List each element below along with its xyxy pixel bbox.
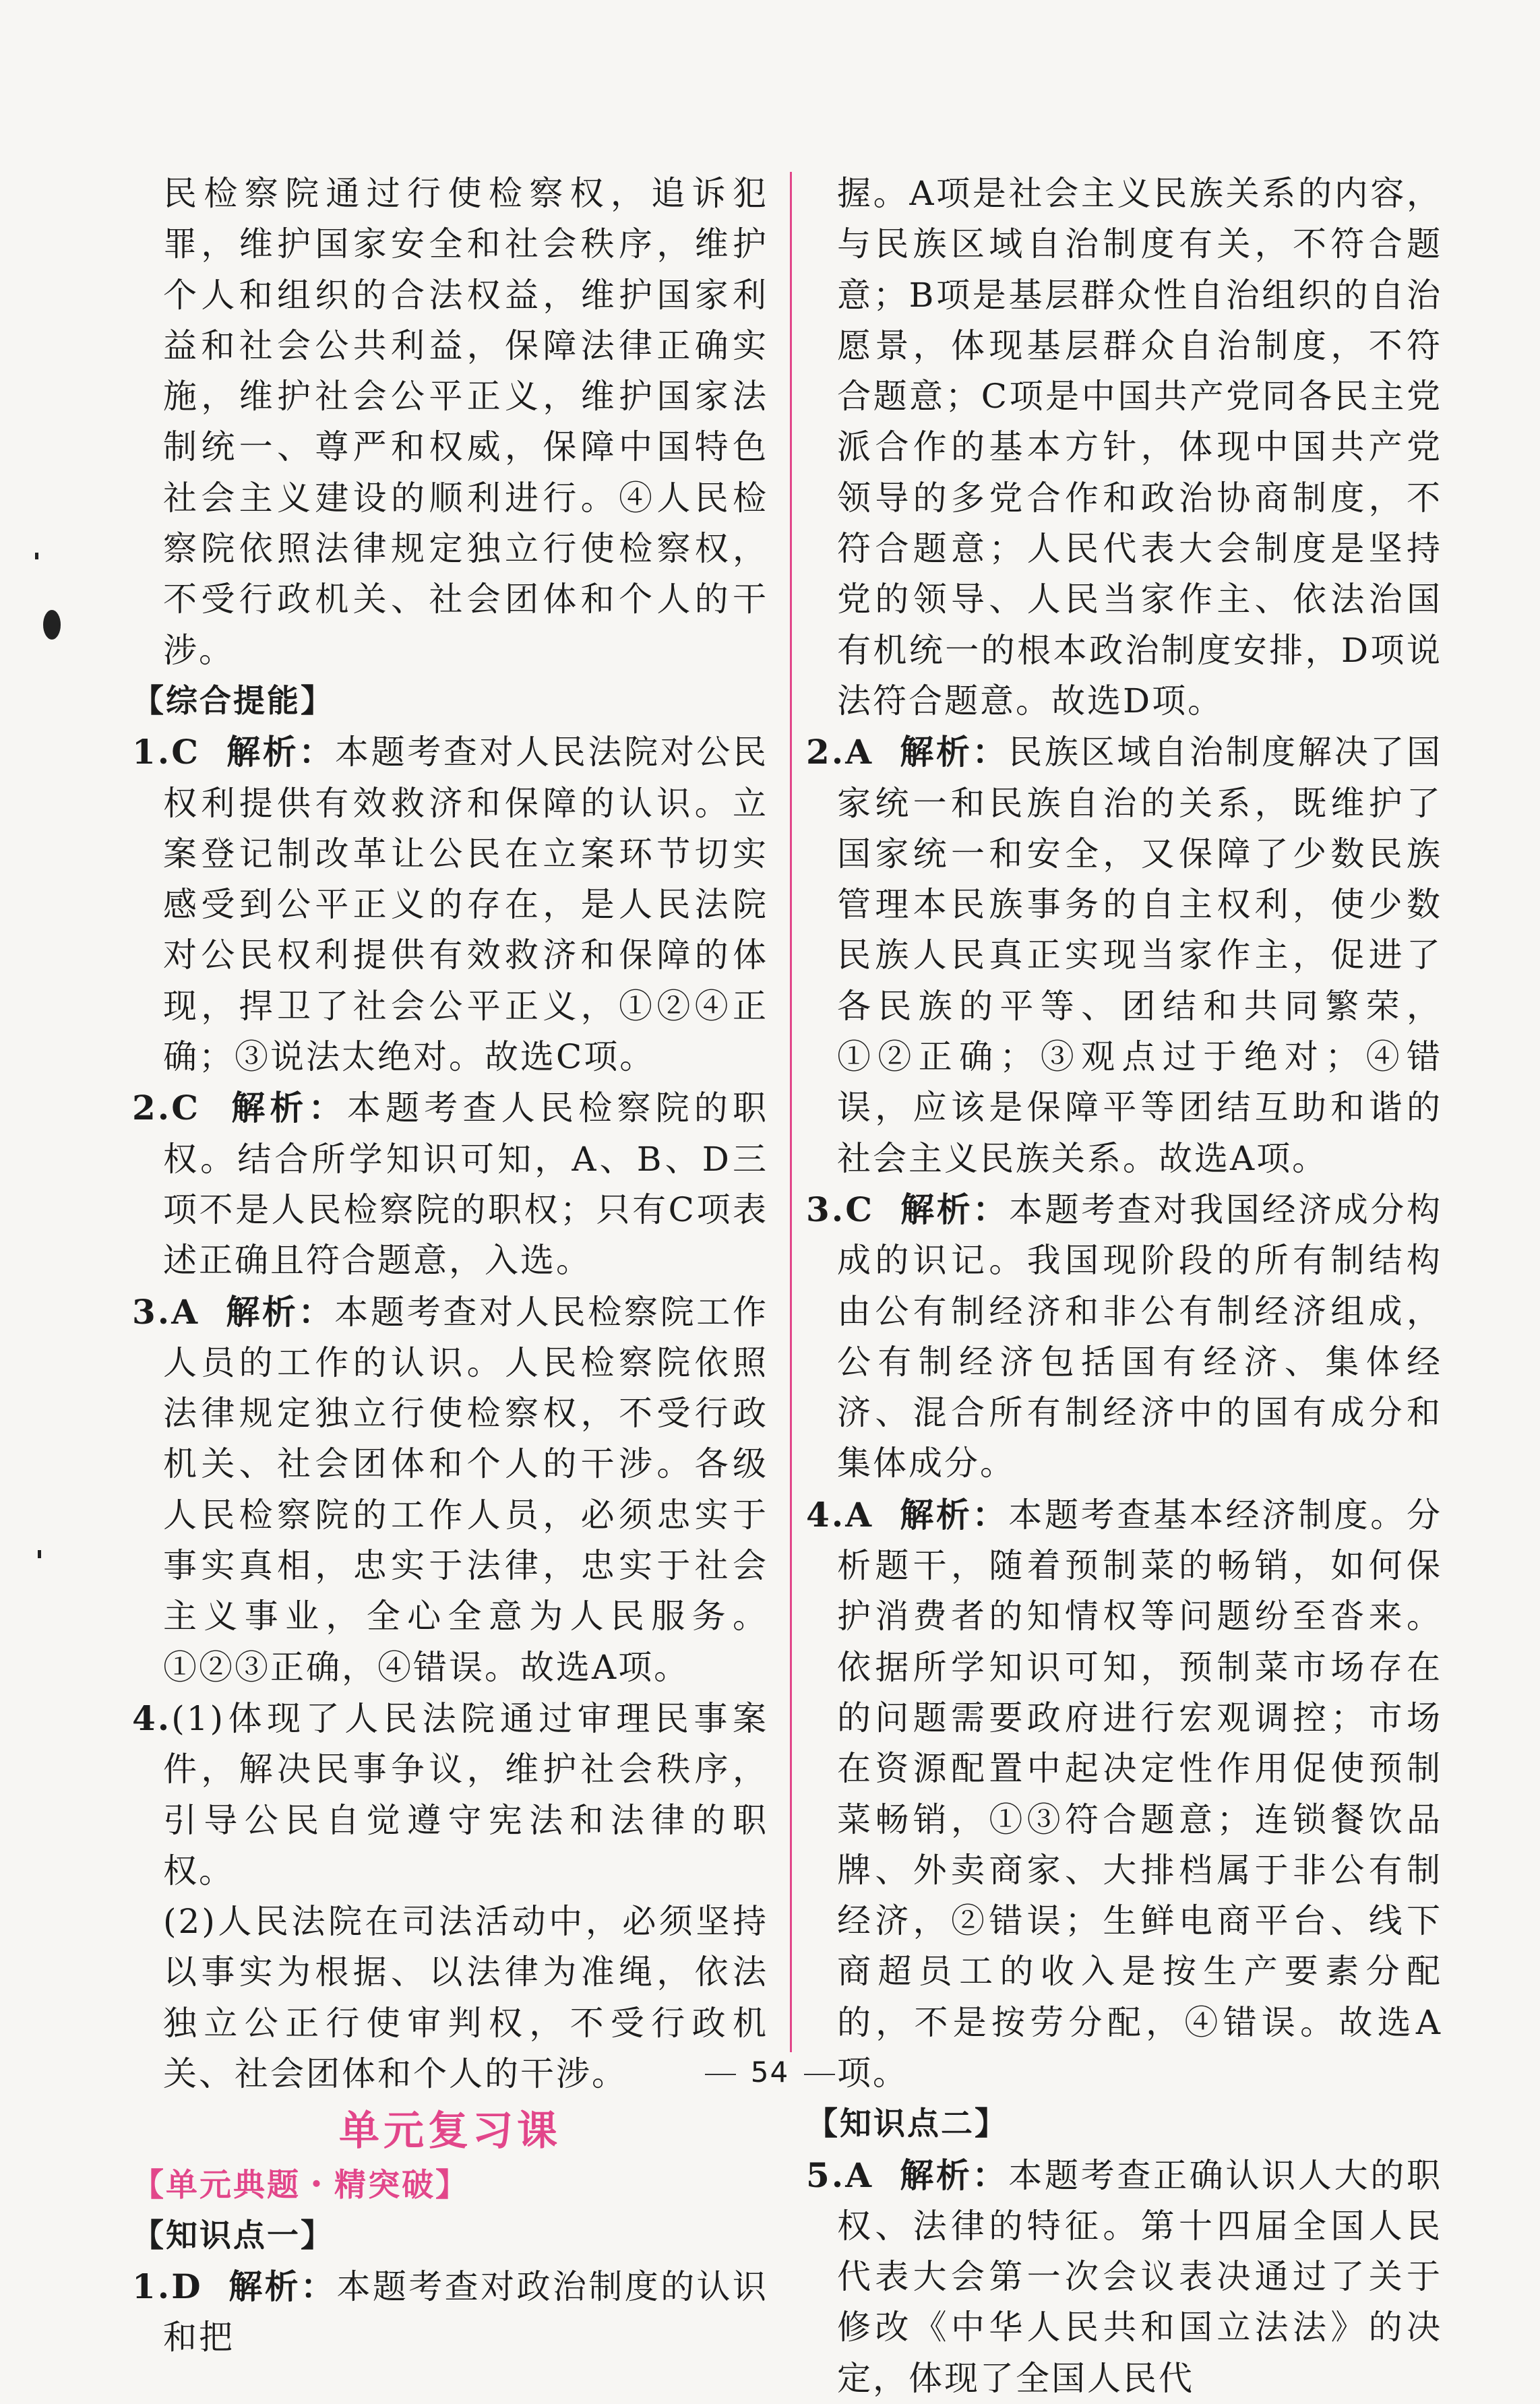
answer-text: 本题考查对我国经济成分构成的识记。我国现阶段的所有制结构由公有制经济和非公有制经济组成，公有制经济包括国有经济、集体经济、混合所有制经济中的国有成分和集体成分。	[837, 1190, 1442, 1483]
answer-number: 4.	[132, 1698, 172, 1738]
answer-text: 本题考查人民检察院的职权。结合所学知识可知，A、B、D三项不是人民检察院的职权；只有C项表述正确且符合题意，入选。	[163, 1088, 768, 1281]
unit-subheading: 【单元典题・精突破】	[132, 2166, 469, 2204]
knowledge-point-heading: 【知识点一】	[132, 2217, 334, 2254]
answer-number: 2.A	[806, 732, 873, 772]
analysis-label: 解析：	[226, 733, 335, 772]
column-divider	[790, 172, 792, 2052]
analysis-label: 解析：	[226, 1292, 335, 1332]
answer-text: (2)人民法院在司法活动中，必须坚持以事实为根据、以法律为准绳，依法独立公正行使审判权，不受行政机关、社会团体和个人的干涉。	[163, 1902, 768, 2093]
answer-text: 本题考查对人民检察院工作人员的工作的认识。人民检察院依照法律规定独立行使检察权，不受行政机关、社会团体和个人的干涉。各级人民检察院的工作人员，必须忠实于事实真相，忠实于法律，忠实于社会主义事业，全心全意为人民服务。①②③正确，④错误。故选A项。	[163, 1292, 768, 1687]
footer-dash-left	[705, 2074, 736, 2075]
answer-text: 本题考查正确认识人大的职权、法律的特征。第十四届全国人民代表大会第一次会议表决通过了关于修改《中华人民共和国立法法》的决定，体现了全国人民代	[837, 2155, 1442, 2398]
footer-dash-right	[804, 2074, 835, 2075]
answer-item	[806, 1489, 1442, 2099]
analysis-label: 解析：	[900, 2155, 1009, 2195]
answer-item	[132, 1287, 768, 1693]
answer-item	[132, 1693, 768, 1897]
answer-number: 4.A	[806, 1494, 873, 1535]
analysis-label: 解析：	[900, 1495, 1009, 1535]
analysis-label: 解析：	[900, 1190, 1009, 1229]
page-number: 54	[750, 2056, 790, 2089]
answer-number: 1.D	[132, 2267, 203, 2307]
analysis-label: 解析：	[231, 1088, 347, 1128]
answer-number: 3.A	[132, 1291, 199, 1332]
scan-mark	[43, 610, 61, 640]
answer-item	[806, 2150, 1442, 2404]
answer-number: 2.C	[132, 1088, 200, 1128]
answer-number: 1.C	[132, 732, 200, 772]
answer-text: 民族区域自治制度解决了国家统一和民族自治的关系，既维护了国家统一和安全，又保障了少数民族管理本民族事务的自主权利，使少数民族人民真正实现当家作主，促进了各民族的平等、团结和共同繁荣，①②正确；③观点过于绝对；④错误，应该是保障平等团结互助和谐的社会主义民族关系。故选A项。	[837, 733, 1442, 1178]
section-heading: 【综合提能】	[132, 682, 334, 720]
analysis-label: 解析：	[228, 2267, 337, 2307]
unit-title: 单元复习课	[339, 2107, 561, 2155]
page-footer	[0, 2056, 1540, 2089]
analysis-label: 解析：	[900, 733, 1009, 772]
left-column	[132, 168, 768, 2364]
answer-number: 5.A	[806, 2155, 873, 2195]
answer-item	[132, 1082, 768, 1286]
scan-mark	[38, 1550, 41, 1558]
answer-item	[806, 727, 1442, 1184]
answer-item	[132, 727, 768, 1082]
answer-text: 本题考查基本经济制度。分析题干，随着预制菜的畅销，如何保护消费者的知情权等问题纷至沓来。依据所学知识可知，预制菜市场存在的问题需要政府进行宏观调控；市场在资源配置中起决定性作用促使预制菜畅销，①③符合题意；连锁餐饮品牌、外卖商家、大排档属于非公有制经济，②错误；生鲜电商平台、线下商超员工的收入是按生产要素分配的，不是按劳分配，④错误。故选A项。	[837, 1495, 1442, 2093]
answer-text: 本题考查对人民法院对公民权利提供有效救济和保障的认识。立案登记制改革让公民在立案环节切实感受到公平正义的存在，是人民法院对公民权利提供有效救济和保障的体现，捍卫了社会公平正义，①②④正确；③说法太绝对。故选C项。	[163, 733, 768, 1077]
scan-mark	[35, 553, 38, 559]
intro-paragraph: 民检察院通过行使检察权，追诉犯罪，维护国家安全和社会秩序，维护个人和组织的合法权益，维护国家利益和社会公共利益，保障法律正确实施，维护社会公平正义，维护国家法制统一、尊严和权威，保障中国特色社会主义建设的顺利进行。④人民检察院依照法律规定独立行使检察权，不受行政机关、社会团体和个人的干涉。	[163, 174, 768, 670]
knowledge-point-heading: 【知识点二】	[806, 2105, 1008, 2143]
answer-item	[806, 1184, 1442, 1489]
answer-text: (1)体现了人民法院通过审理民事案件，解决民事争议，维护社会秩序，引导公民自觉遵守宪法和法律的职权。	[163, 1698, 768, 1890]
answer-text: 本题考查对政治制度的认识和把	[163, 2267, 769, 2357]
answer-number: 3.C	[806, 1189, 874, 1229]
answer-item	[132, 2261, 768, 2364]
continued-paragraph: 握。A项是社会主义民族关系的内容，与民族区域自治制度有关，不符合题意；B项是基层群众性自治组织的自治愿景，体现基层群众自治制度，不符合题意；C项是中国共产党同各民主党派合作的基本方针，体现中国共产党领导的多党合作和政治协商制度，不符合题意；人民代表大会制度是坚持党的领导、人民当家作主、依法治国有机统一的根本政治制度安排，D项说法符合题意。故选D项。	[837, 174, 1442, 720]
